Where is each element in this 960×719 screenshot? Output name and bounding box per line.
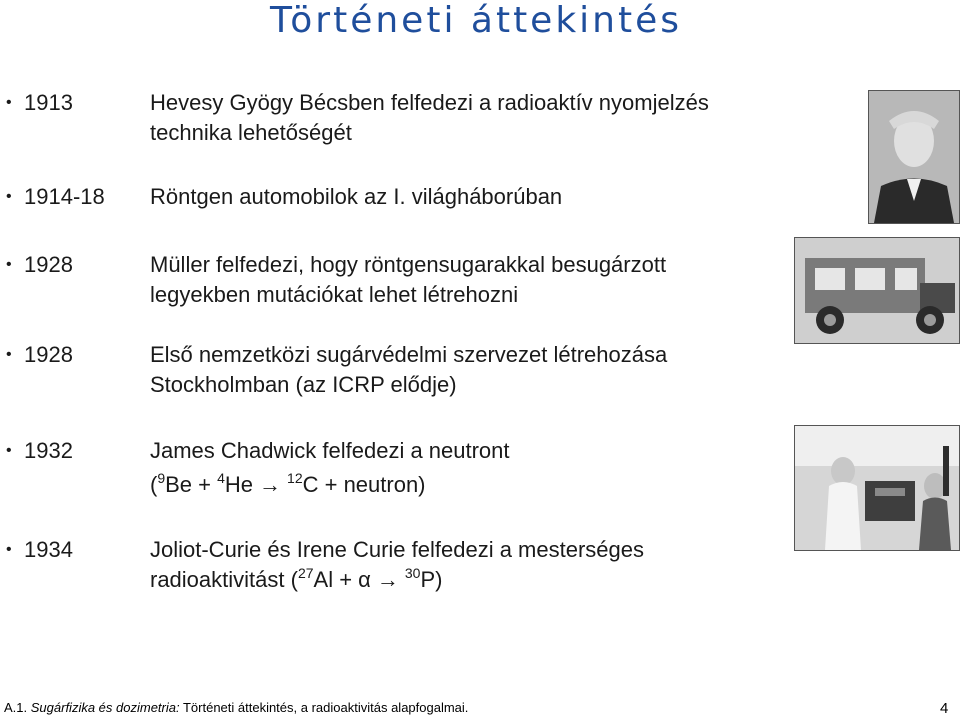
- description-line: Stockholmban (az ICRP elődje): [150, 372, 457, 397]
- timeline-description: [150, 88, 800, 148]
- timeline-year: 1928: [24, 252, 73, 277]
- timeline-description: [150, 250, 800, 310]
- description-line: Röntgen automobilok az I. világháborúban: [150, 184, 563, 209]
- footer-caption: A.1. Sugárfizika és dozimetria: Történeti áttekintés, a radioaktivitás alapfogalmai.: [4, 700, 469, 715]
- bullet: •: [6, 188, 12, 205]
- arrow-icon: →: [376, 567, 399, 592]
- bullet: •: [6, 256, 12, 273]
- description-line: James Chadwick felfedezi a neutront: [150, 438, 510, 463]
- description-line: Joliot-Curie és Irene Curie felfedezi a mesterséges: [150, 537, 645, 562]
- laboratory-photo: [794, 425, 960, 551]
- bullet: •: [6, 541, 12, 558]
- timeline-year: 1928: [24, 342, 73, 367]
- bullet: •: [6, 94, 12, 111]
- bullet: •: [6, 346, 12, 363]
- timeline-description: [150, 340, 800, 400]
- xray-automobile-photo: [794, 237, 960, 344]
- timeline-description: [150, 182, 800, 212]
- description-line: legyekben mutációkat lehet létrehozni: [150, 282, 519, 307]
- automobile-illustration: [795, 238, 959, 343]
- portrait-photo: [868, 90, 960, 224]
- timeline-description: [150, 535, 800, 595]
- description-line: Hevesy Gyögy Bécsben felfedezi a radioaktív nyomjelzés: [150, 90, 709, 115]
- timeline-year: 1932: [24, 438, 73, 463]
- arrow-icon: →: [259, 472, 282, 497]
- reaction-equation: radioaktivitást ($^{27}$Al + α → $^{30}$P): [150, 565, 800, 595]
- description-line: Müller felfedezi, hogy röntgensugarakkal besugárzott: [150, 252, 667, 277]
- timeline-year: 1934: [24, 537, 73, 562]
- description-line: Első nemzetközi sugárvédelmi szervezet létrehozása: [150, 342, 668, 367]
- laboratory-illustration: [795, 426, 959, 550]
- portrait-illustration: [869, 91, 959, 223]
- reaction-equation: ($^9$Be + $^4$He → $^{12}$C + neutron): [150, 470, 800, 500]
- bullet: •: [6, 442, 12, 459]
- timeline-year: 1914-18: [24, 184, 105, 209]
- timeline-description: [150, 436, 800, 500]
- description-line: technika lehetőségét: [150, 120, 352, 145]
- slide-title: Történeti áttekintés: [270, 0, 683, 41]
- page-number: 4: [940, 700, 949, 717]
- timeline-year: 1913: [24, 90, 73, 115]
